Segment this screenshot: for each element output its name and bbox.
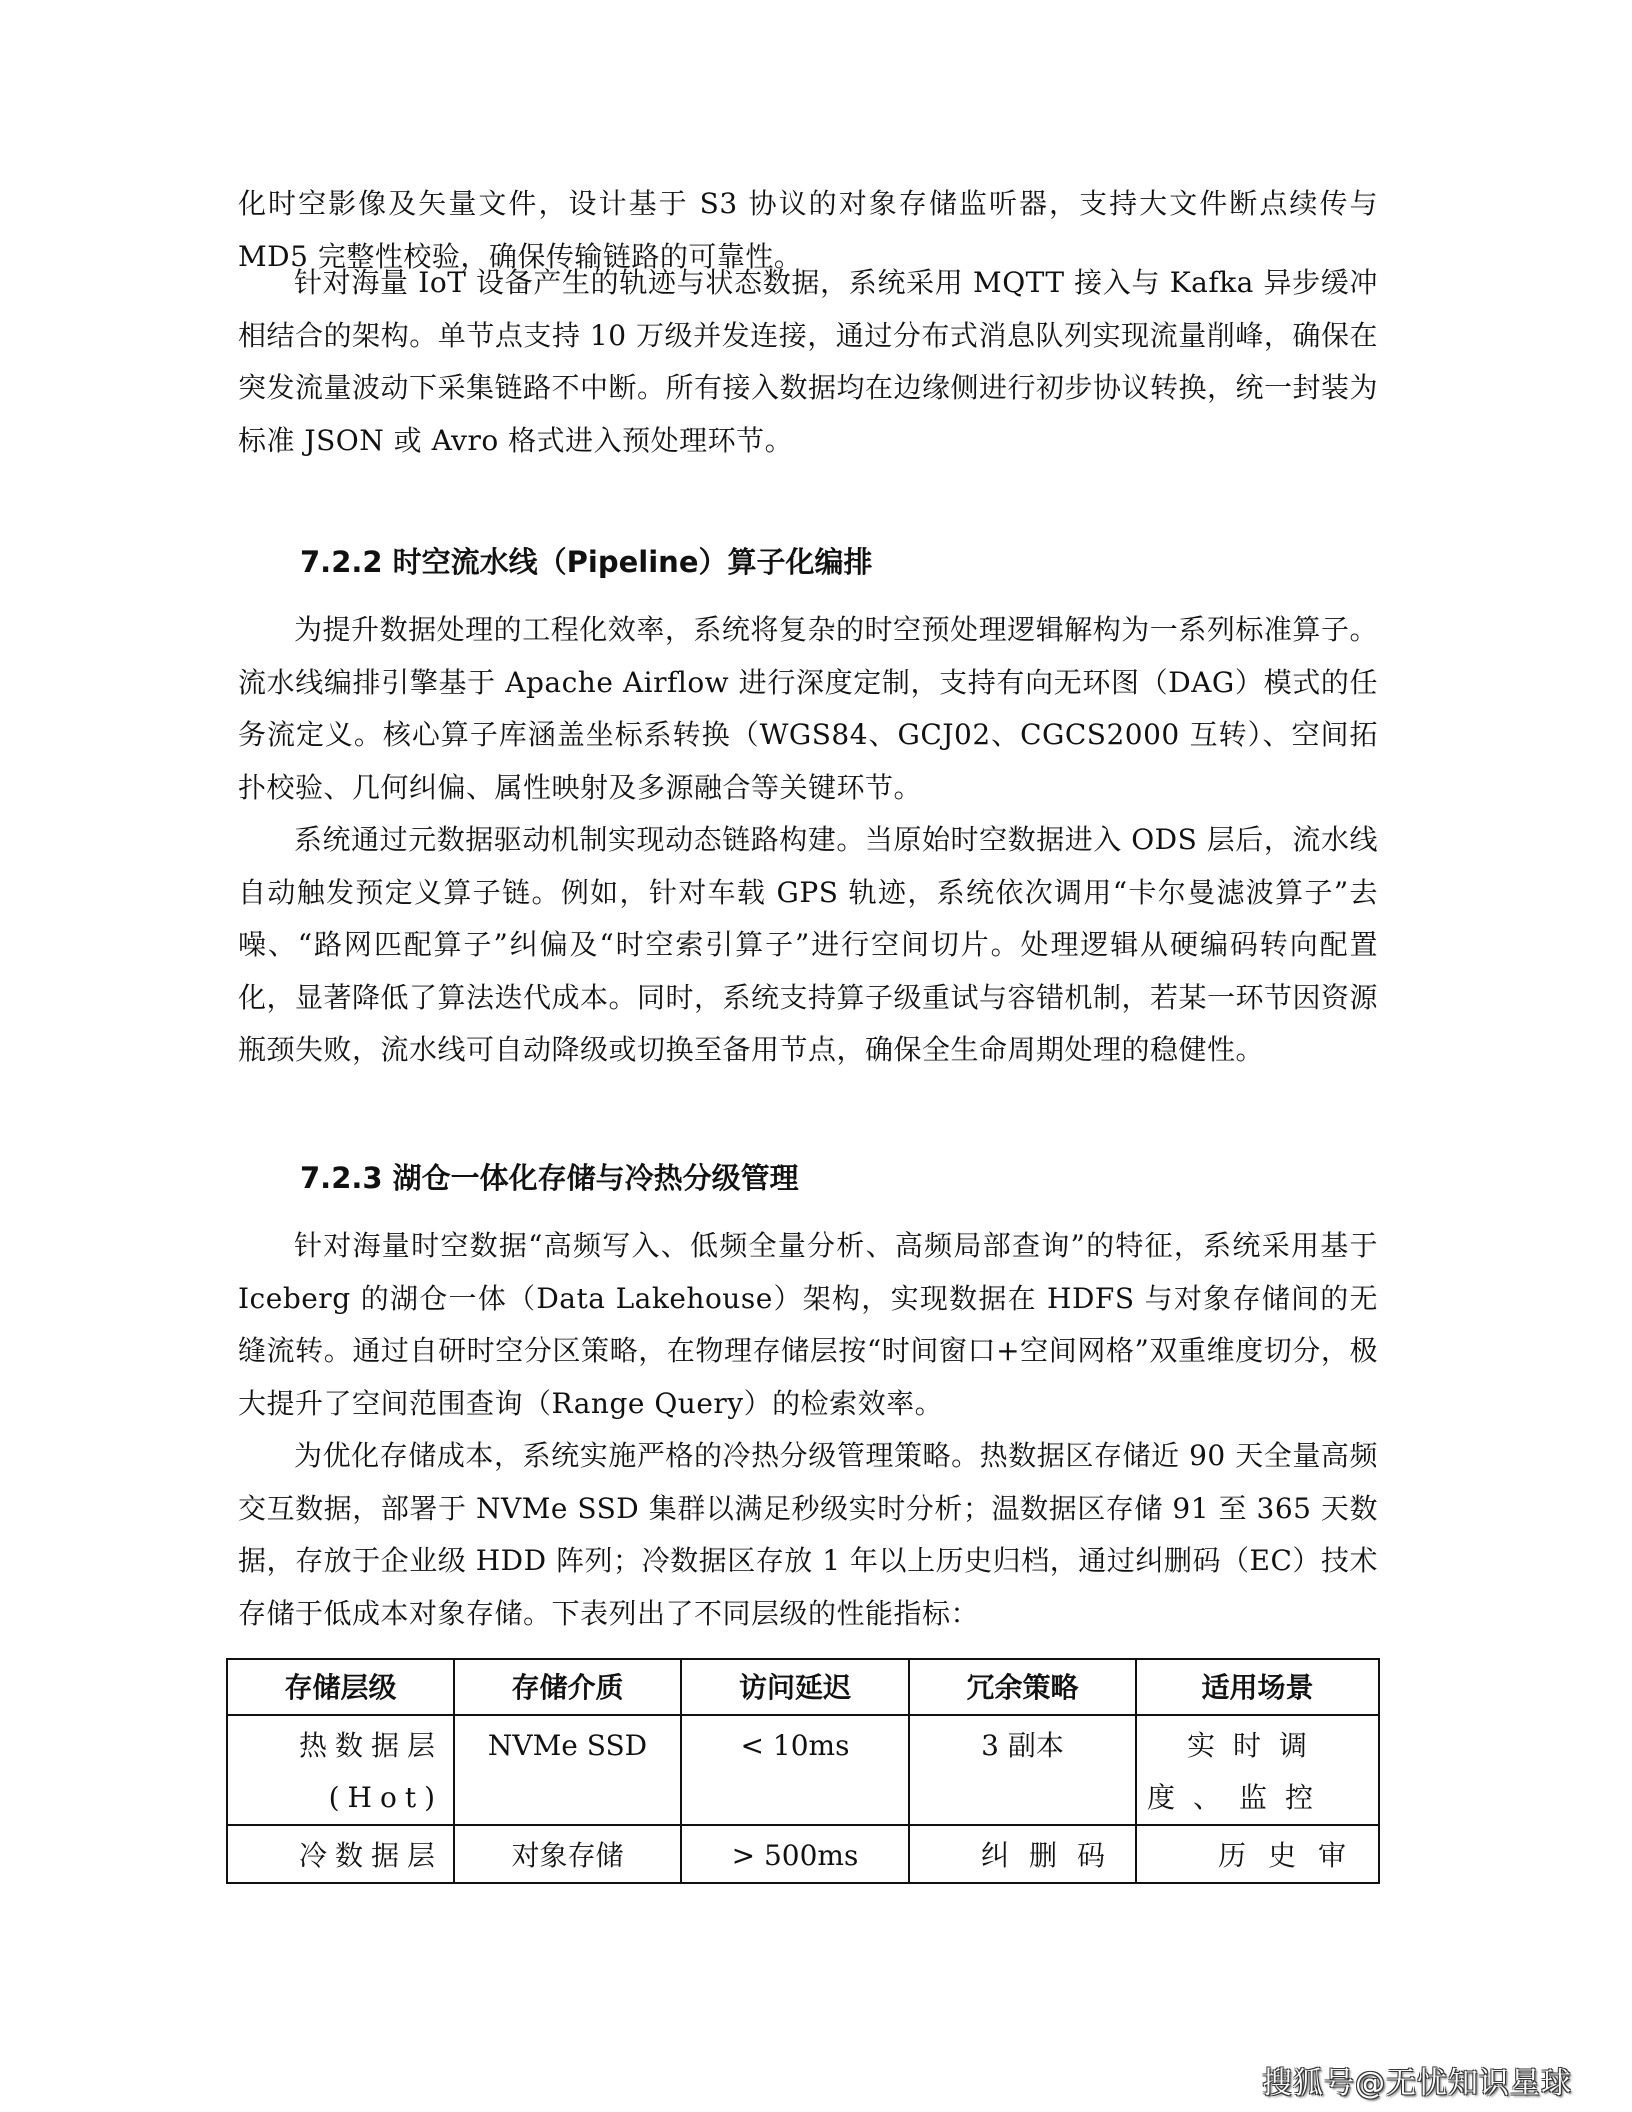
paragraph-iot-ingestion: 针对海量 IoT 设备产生的轨迹与状态数据，系统采用 MQTT 接入与 Kafka 异步缓冲相结合的架构。单节点支持 10 万级并发连接，通过分布式消息队列实现流量削峰，确保在突发流量波动下采集链路不中断。所有接入数据均在边缘侧进行初步协议转换，统一封装为标准 JSON 或 Avro 格式进入预处理环节。 <box>238 266 1379 457</box>
column-header-tier: 存储层级 <box>227 1659 454 1715</box>
cell-use-case: 历史审 <box>1136 1825 1379 1883</box>
paragraph-upload-listener: 化时空影像及矢量文件，设计基于 S3 协议的对象存储监听器，支持大文件断点续传与 MD5 完整性校验，确保传输链路的可靠性。 <box>238 187 1378 273</box>
cell-tier-text: 热数据层 (Hot) <box>298 1729 443 1814</box>
cell-use-case: 实时调度、监控 <box>1136 1715 1379 1825</box>
cell-tier: 冷数据层 <box>227 1825 454 1883</box>
section-heading-7-2-2: 7.2.2 时空流水线（Pipeline）算子化编排 <box>300 545 873 579</box>
paragraph-pipeline-operators: 为提升数据处理的工程化效率，系统将复杂的时空预处理逻辑解构为一系列标准算子。流水线编排引擎基于 Apache Airflow 进行深度定制，支持有向无环图（DAG）模式的任务流定义。核心算子库涵盖坐标系转换（WGS84、GCJ02、CGCS2000 互转）、空间拓扑校验、几何纠偏、属性映射及多源融合等关键环节。 <box>238 613 1378 804</box>
column-header-use-case: 适用场景 <box>1136 1659 1379 1715</box>
cell-redundancy: 3 副本 <box>909 1715 1136 1825</box>
table-row <box>227 1715 1379 1825</box>
column-header-redundancy: 冗余策略 <box>909 1659 1136 1715</box>
column-header-medium: 存储介质 <box>454 1659 681 1715</box>
cell-medium: 对象存储 <box>454 1825 681 1883</box>
cell-latency: < 10ms <box>681 1715 909 1825</box>
paragraph-dynamic-chain: 系统通过元数据驱动机制实现动态链路构建。当原始时空数据进入 ODS 层后，流水线自动触发预定义算子链。例如，针对车载 GPS 轨迹，系统依次调用“卡尔曼滤波算子”去噪、“路网匹配算子”纠偏及“时空索引算子”进行空间切片。处理逻辑从硬编码转向配置化，显著降低了算法迭代成本。同时，系统支持算子级重试与容错机制，若某一环节因资源瓶颈失败，流水线可自动降级或切换至备用节点，确保全生命周期处理的稳健性。 <box>238 823 1379 1066</box>
watermark: 搜狐号@无忧知识星球 <box>1262 2066 1572 2101</box>
cell-medium: NVMe SSD <box>454 1715 681 1825</box>
cell-redundancy: 纠删码 <box>909 1825 1136 1883</box>
section-heading-7-2-3: 7.2.3 湖仓一体化存储与冷热分级管理 <box>300 1161 799 1195</box>
cell-tier <box>227 1715 454 1825</box>
storage-tier-table <box>226 1658 1380 1884</box>
table-header-row <box>227 1659 1379 1715</box>
table-row <box>227 1825 1379 1883</box>
cell-latency: > 500ms <box>681 1825 909 1883</box>
paragraph-tiering-strategy: 为优化存储成本，系统实施严格的冷热分级管理策略。热数据区存储近 90 天全量高频交互数据，部署于 NVMe SSD 集群以满足秒级实时分析；温数据区存储 91 至 365 天数据，存放于企业级 HDD 阵列；冷数据区存放 1 年以上历史归档，通过纠删码（EC）技术存储于低成本对象存储。下表列出了不同层级的性能指标： <box>238 1439 1378 1630</box>
column-header-latency: 访问延迟 <box>681 1659 909 1715</box>
paragraph-lakehouse: 针对海量时空数据“高频写入、低频全量分析、高频局部查询”的特征，系统采用基于 Iceberg 的湖仓一体（Data Lakehouse）架构，实现数据在 HDFS 与对象存储间的无缝流转。通过自研时空分区策略，在物理存储层按“时间窗口+空间网格”双重维度切分，极大提升了空间范围查询（Range Query）的检索效率。 <box>238 1229 1378 1420</box>
